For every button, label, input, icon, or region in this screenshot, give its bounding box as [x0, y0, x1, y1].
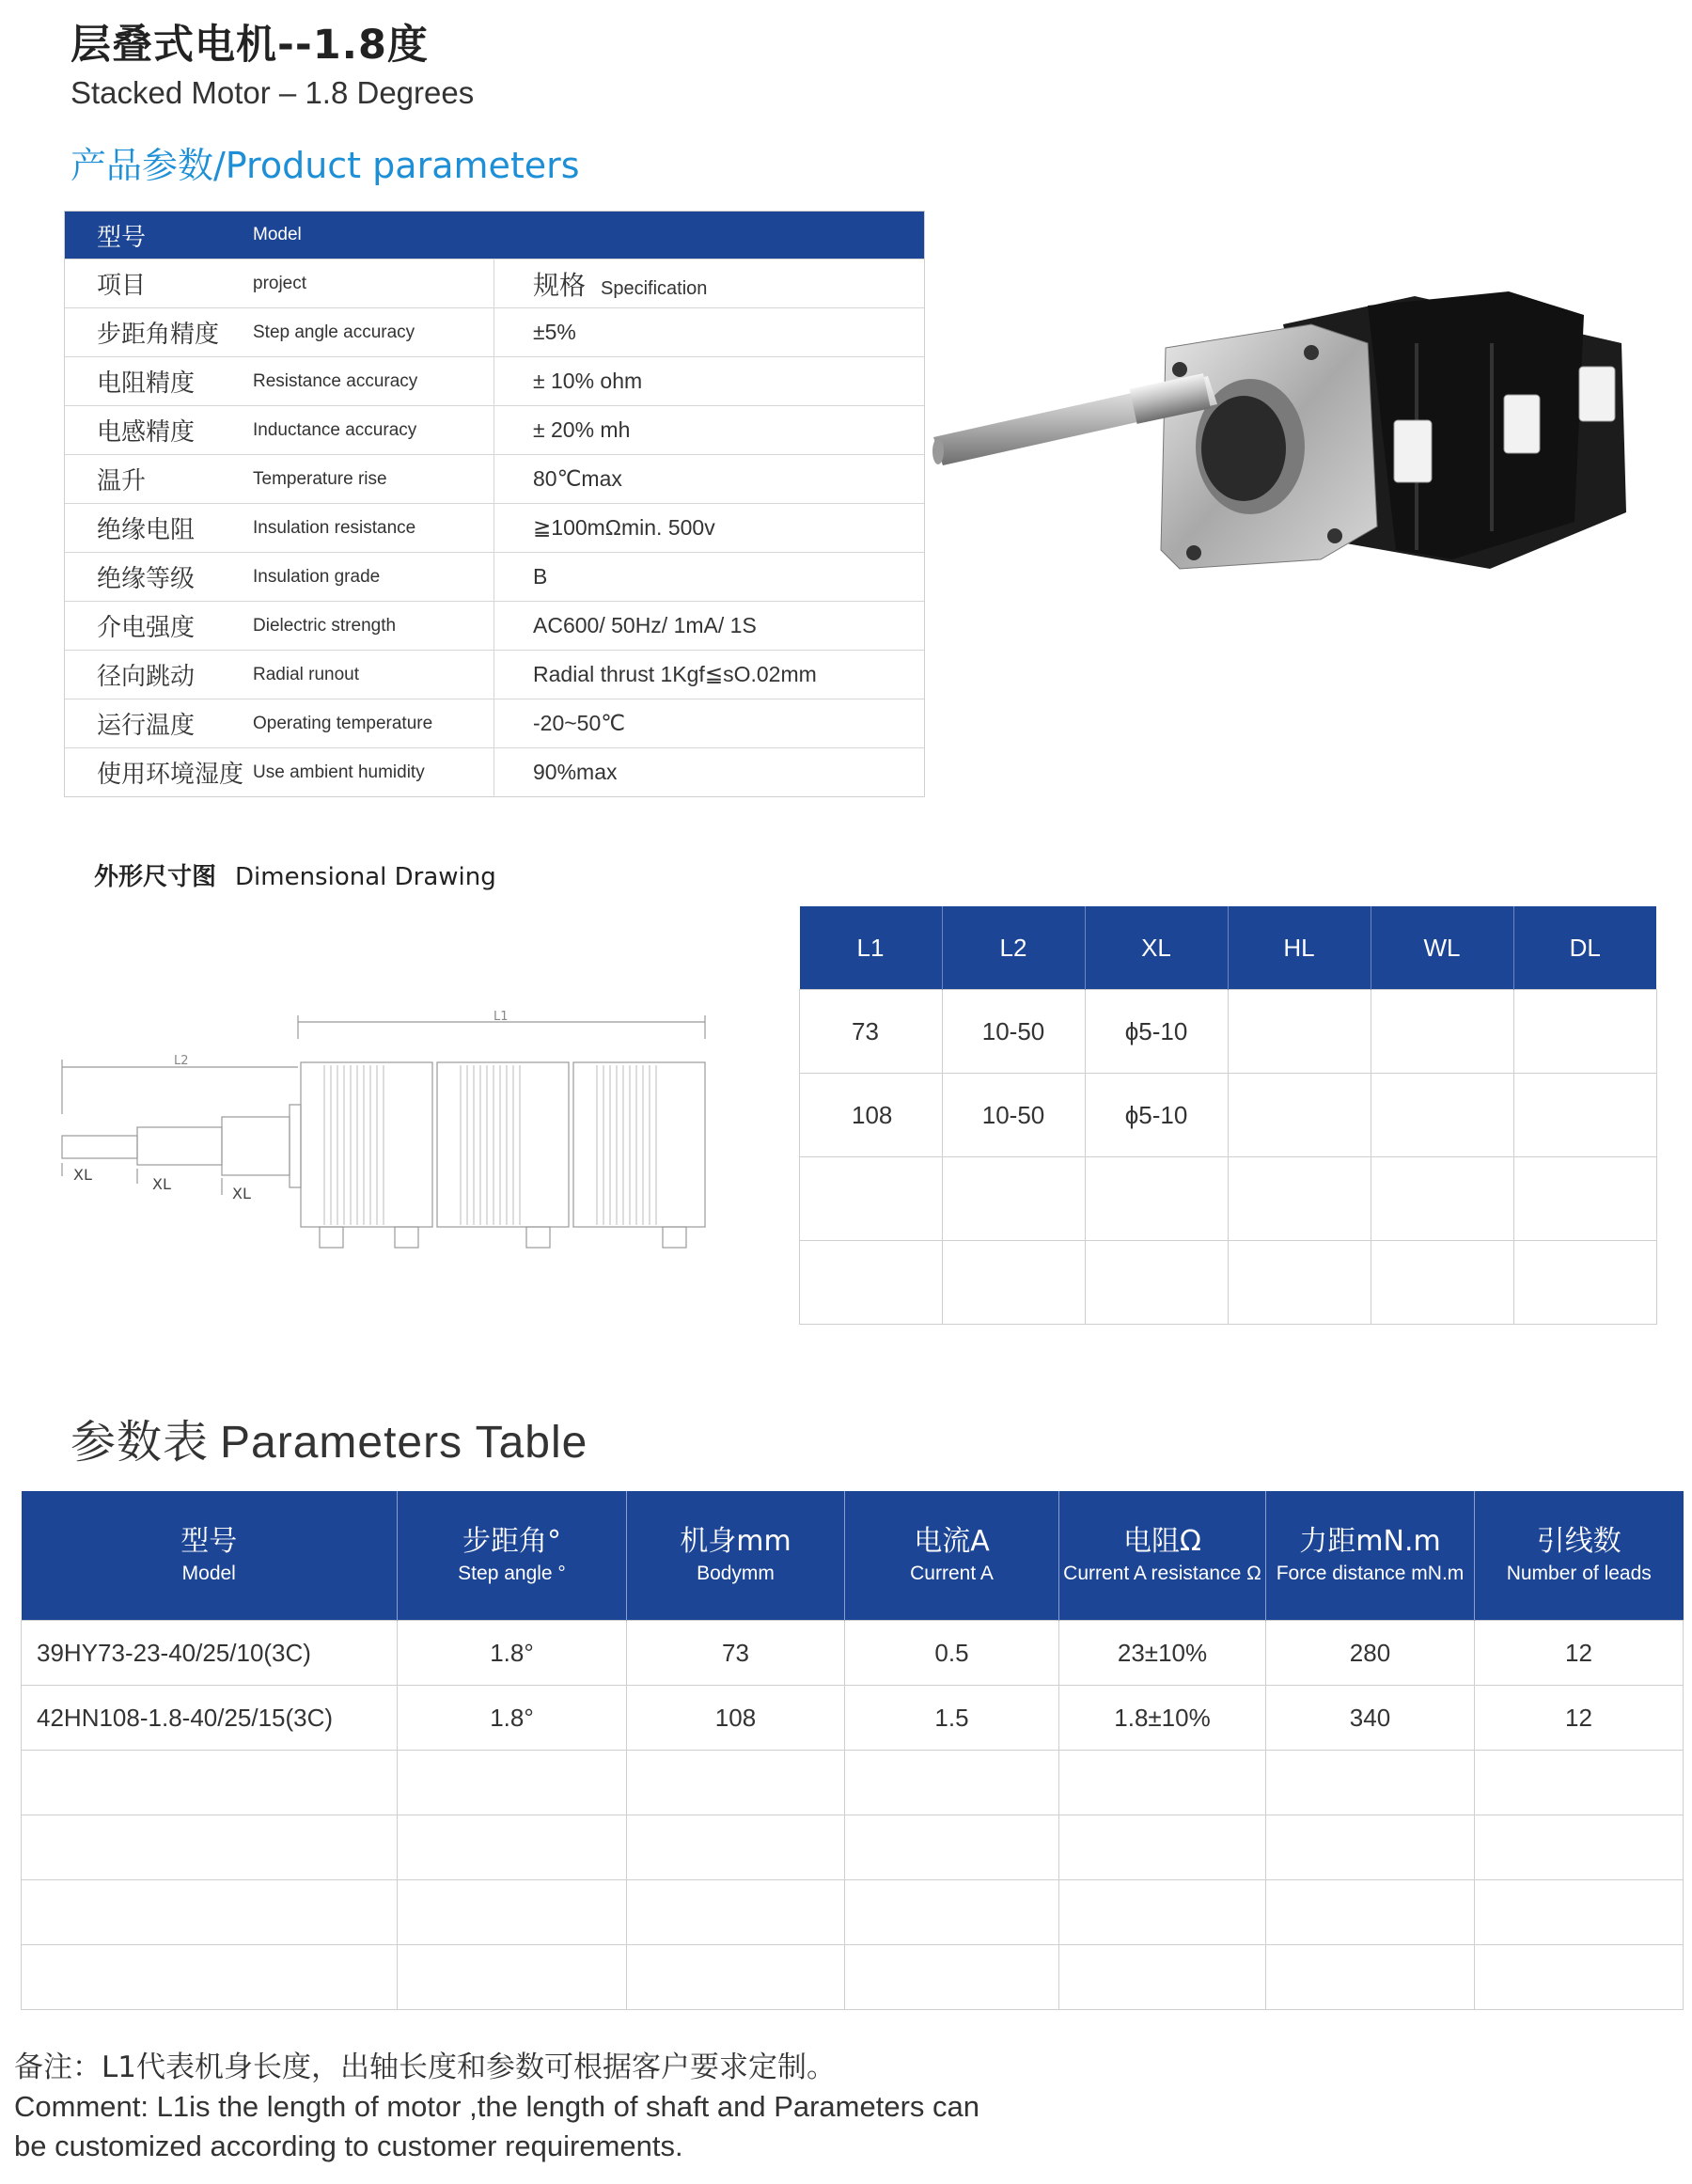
- column-header: WL: [1371, 906, 1513, 990]
- table-cell: [627, 1751, 845, 1815]
- comment-en-line2: be customized according to customer requirements.: [14, 2129, 683, 2162]
- table-cell: [942, 1157, 1085, 1241]
- row-label-en: Use ambient humidity: [253, 762, 425, 782]
- table-cell: [398, 1815, 627, 1880]
- table-cell: [398, 1880, 627, 1945]
- row-value: 90%max: [533, 760, 618, 784]
- table-cell: 0.5: [845, 1621, 1059, 1686]
- table-cell: [22, 1751, 398, 1815]
- table-cell: [1059, 1945, 1266, 2010]
- table-cell: [845, 1751, 1059, 1815]
- table-cell: 42HN108-1.8-40/25/15(3C): [22, 1686, 398, 1751]
- table-row: [65, 356, 924, 405]
- row-value: [465, 265, 707, 303]
- table-row: [22, 1815, 1684, 1880]
- row-label-cn: 绝缘等级: [97, 565, 196, 593]
- table-cell: [1085, 1241, 1228, 1325]
- table-cell: 12: [1475, 1621, 1684, 1686]
- column-header: 力距mN.m Force distance mN.m: [1266, 1491, 1475, 1621]
- row-label-en: Insulation resistance: [253, 517, 416, 538]
- table-cell: [1228, 1157, 1371, 1241]
- column-header: 机身mm Bodymm: [627, 1491, 845, 1621]
- row-label-en: Dielectric strength: [253, 615, 397, 636]
- table-cell: 39HY73-23-40/25/10(3C): [22, 1621, 398, 1686]
- column-header: L1: [800, 906, 943, 990]
- parameters-table: [21, 1491, 1684, 2010]
- table-cell: [845, 1815, 1059, 1880]
- row-value: 80℃max: [533, 466, 622, 491]
- header-cn: 型号: [97, 223, 147, 252]
- table-row: [800, 1241, 1657, 1325]
- table-cell: [1085, 1157, 1228, 1241]
- table-cell: 12: [1475, 1686, 1684, 1751]
- pt-title-cn: 参数表: [70, 1416, 210, 1469]
- table-row: [65, 699, 924, 747]
- table-cell: [845, 1945, 1059, 2010]
- table-cell: [1266, 1815, 1475, 1880]
- comment-cn: 备注：L1代表机身长度，出轴长度和参数可根据客户要求定制。: [14, 2050, 836, 2084]
- row-value: B: [533, 564, 548, 589]
- table-cell: [845, 1880, 1059, 1945]
- table-cell: [1059, 1880, 1266, 1945]
- row-label-en: Insulation grade: [253, 566, 381, 587]
- table-cell: [1228, 1074, 1371, 1157]
- dd-title-cn: 外形尺寸图: [94, 863, 217, 891]
- column-header: L2: [942, 906, 1085, 990]
- table-cell: [1371, 1074, 1513, 1157]
- table-cell: [627, 1880, 845, 1945]
- table-cell: 1.8°: [398, 1621, 627, 1686]
- row-label-en: Resistance accuracy: [253, 370, 418, 391]
- table-cell: [1266, 1880, 1475, 1945]
- dimensional-drawing: [56, 1011, 733, 1265]
- column-header: HL: [1228, 906, 1371, 990]
- row-label-cn: 介电强度: [97, 614, 196, 642]
- table-row: [65, 552, 924, 601]
- table-cell: [800, 1157, 943, 1241]
- dim-xl-label-3: XL: [232, 1185, 251, 1202]
- table-row: [65, 503, 924, 552]
- table-row: [22, 1880, 1684, 1945]
- table-cell: 340: [1266, 1686, 1475, 1751]
- table-cell: [1371, 1241, 1513, 1325]
- table-cell: [1371, 990, 1513, 1074]
- table-row: [65, 454, 924, 503]
- table-header-row: [22, 1491, 1684, 1621]
- table-row: [22, 1751, 1684, 1815]
- table-cell: [22, 1880, 398, 1945]
- table-cell: [1513, 990, 1656, 1074]
- table-cell: [1475, 1815, 1684, 1880]
- dd-title-en: Dimensional Drawing: [235, 863, 496, 891]
- column-header: XL: [1085, 906, 1228, 990]
- table-cell: [1513, 1157, 1656, 1241]
- table-row: [800, 1157, 1657, 1241]
- table-header-row: [800, 906, 1657, 990]
- table-cell: [22, 1945, 398, 2010]
- table-cell: 23±10%: [1059, 1621, 1266, 1686]
- section-product-parameters: 产品参数/Product parameters: [70, 145, 580, 186]
- column-header: 电流A Current A: [845, 1491, 1059, 1621]
- dim-l1-label: L1: [494, 1011, 509, 1024]
- table-row: [65, 307, 924, 356]
- table-cell: [398, 1945, 627, 2010]
- table-cell: [398, 1751, 627, 1815]
- table-row: [65, 601, 924, 650]
- table-row: [800, 990, 1657, 1074]
- table-cell: [1228, 1241, 1371, 1325]
- row-label-en: Inductance accuracy: [253, 419, 417, 440]
- dimensions-table: [799, 906, 1657, 1325]
- table-cell: 10-50: [942, 1074, 1085, 1157]
- page-title-cn: 层叠式电机--1.8度: [70, 22, 429, 69]
- row-value: AC600/ 50Hz/ 1mA/ 1S: [533, 613, 757, 637]
- table-cell: 73: [627, 1621, 845, 1686]
- dim-xl-label-1: XL: [73, 1166, 92, 1184]
- page-title-en: Stacked Motor – 1.8 Degrees: [70, 75, 475, 110]
- table-cell: [1513, 1241, 1656, 1325]
- table-row: [22, 1686, 1684, 1751]
- table-cell: [1228, 990, 1371, 1074]
- row-label-en: Temperature rise: [253, 468, 387, 489]
- row-label-cn: 运行温度: [97, 712, 196, 740]
- pt-title-en: Parameters Table: [220, 1418, 588, 1468]
- table-cell: 108: [800, 1074, 943, 1157]
- spec-en: Specification: [601, 277, 708, 299]
- row-label-cn: 径向跳动: [97, 663, 196, 691]
- row-value: -20~50℃: [533, 711, 626, 735]
- stacked-motor-image: [926, 287, 1631, 625]
- row-label-cn: 使用环境湿度: [97, 761, 244, 789]
- table-cell: [627, 1945, 845, 2010]
- row-label-en: Radial runout: [253, 664, 360, 684]
- table-cell: [1371, 1157, 1513, 1241]
- table-cell: 10-50: [942, 990, 1085, 1074]
- dimensional-drawing-title: [94, 857, 496, 892]
- dim-l2-label: L2: [174, 1054, 189, 1068]
- table-cell: [627, 1815, 845, 1880]
- parameters-table-title: [70, 1406, 588, 1470]
- comment-note: [14, 2048, 979, 2166]
- dim-xl-label-2: XL: [152, 1175, 171, 1193]
- header-en: Model: [253, 225, 302, 244]
- spec-cn: 规格: [533, 270, 587, 300]
- table-cell: [1266, 1751, 1475, 1815]
- column-header: 型号 Model: [22, 1491, 398, 1621]
- table-cell: 1.5: [845, 1686, 1059, 1751]
- table-cell: [1266, 1945, 1475, 2010]
- table-cell: ϕ5-10: [1085, 1074, 1228, 1157]
- table-row: [800, 1074, 1657, 1157]
- table-row: [65, 650, 924, 699]
- row-label-en: Step angle accuracy: [253, 322, 415, 342]
- row-value: ±5%: [533, 320, 576, 344]
- row-label-cn: 绝缘电阻: [97, 516, 196, 544]
- table-cell: [1059, 1815, 1266, 1880]
- table-cell: [1475, 1945, 1684, 2010]
- row-label-en: Operating temperature: [253, 713, 433, 733]
- table-cell: ϕ5-10: [1085, 990, 1228, 1074]
- table-cell: [1513, 1074, 1656, 1157]
- row-value: ≧100mΩmin. 500v: [533, 515, 715, 540]
- row-label-cn: 步距角精度: [97, 321, 220, 349]
- row-label-cn: 电阻精度: [97, 369, 196, 398]
- table-cell: [1475, 1751, 1684, 1815]
- table-cell: 73: [800, 990, 943, 1074]
- row-value: Radial thrust 1Kgf≦sO.02mm: [533, 662, 817, 686]
- column-header: 步距角° Step angle °: [398, 1491, 627, 1621]
- table-row: [65, 259, 924, 307]
- table-cell: [942, 1241, 1085, 1325]
- table-cell: 108: [627, 1686, 845, 1751]
- row-label-en: project: [253, 273, 307, 293]
- table-cell: [1059, 1751, 1266, 1815]
- table-cell: [1475, 1880, 1684, 1945]
- product-parameters-table: [64, 211, 925, 797]
- table-row: [65, 405, 924, 454]
- table-row: [65, 747, 924, 796]
- column-header: DL: [1513, 906, 1656, 990]
- comment-en-line1: Comment: L1is the length of motor ,the length of shaft and Parameters can: [14, 2090, 980, 2123]
- table-row: [22, 1621, 1684, 1686]
- table-cell: 280: [1266, 1621, 1475, 1686]
- column-header: 引线数 Number of leads: [1475, 1491, 1684, 1621]
- row-label-cn: 温升: [97, 467, 147, 495]
- row-value: ± 20% mh: [533, 417, 631, 442]
- row-value: ± 10% ohm: [533, 369, 643, 393]
- row-label-cn: 电感精度: [97, 418, 196, 447]
- table-row: [22, 1945, 1684, 2010]
- table-cell: 1.8±10%: [1059, 1686, 1266, 1751]
- row-label-cn: 项目: [97, 272, 147, 300]
- table-cell: 1.8°: [398, 1686, 627, 1751]
- table-cell: [800, 1241, 943, 1325]
- table-header: [65, 212, 924, 259]
- table-cell: [22, 1815, 398, 1880]
- column-header: 电阻Ω Current A resistance Ω: [1059, 1491, 1266, 1621]
